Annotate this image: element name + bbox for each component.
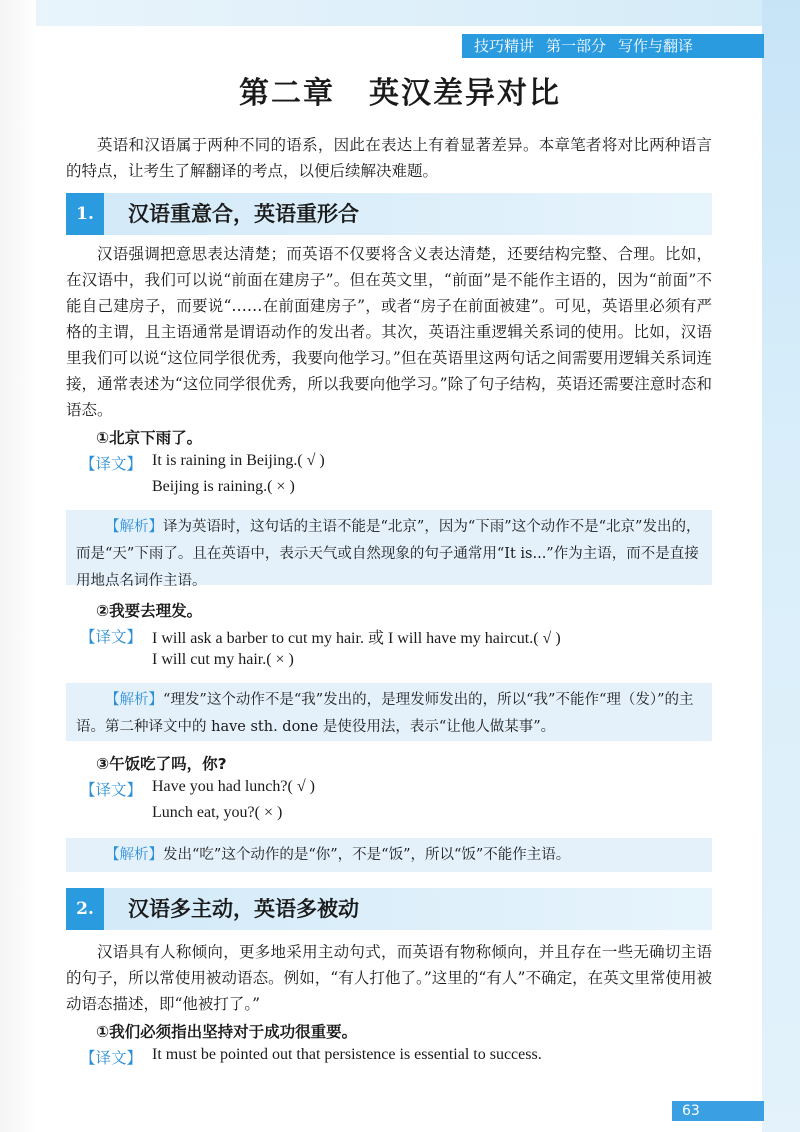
example-3-translation-wrong: Lunch eat, you?( × ): [152, 804, 283, 821]
example-1-translation-label: 【译文】: [80, 455, 143, 473]
chapter-name: 英汉差异对比: [369, 76, 561, 111]
example-1-analysis-text: 译为英语时，这句话的主语不能是“北京”，因为“下雨”这个动作不是“北京”发出的，而是“天”下雨了。且在英语中，表示天气或自然现象的句子通常用“It is...”作为主语，而不是直接用地点名词作主语。: [76, 519, 701, 589]
section-2-body: 汉语具有人称倾向，更多地采用主动句式，而英语有物称倾向，并且存在一些无确切主语的句子，所以常使用被动语态。例如，“有人打他了。”这里的“有人”不确定，在英文里常使用被动语态描述，即“他被打了。”: [66, 943, 712, 1013]
page-number: 63: [672, 1101, 764, 1121]
section-1-title: 汉语重意合，英语重形合: [128, 202, 359, 226]
example-1-translation-wrong: Beijing is raining.( × ): [152, 478, 295, 495]
page-gutter: [0, 0, 36, 1132]
example-3-heading: ③午饭吃了吗，你?: [96, 755, 227, 773]
example-1-translation-correct: It is raining in Beijing.( √ ): [152, 452, 325, 469]
section-2-title: 汉语多主动，英语多被动: [128, 897, 359, 921]
section-2-number: 2.: [66, 888, 104, 930]
intro-paragraph: 英语和汉语属于两种不同的语系，因此在表达上有着显著差异。本章笔者将对比两种语言的特点，让考生了解翻译的考点，以便后续解决难题。: [66, 136, 712, 180]
example-1-analysis-label: 【解析】: [105, 519, 163, 535]
top-band: [36, 0, 762, 26]
section-1-number: 1.: [66, 193, 104, 235]
example-4-translation-label: 【译文】: [80, 1049, 143, 1067]
section-1-body: 汉语强调把意思表达清楚；而英语不仅要将含义表达清楚，还要结构完整、合理。比如，在汉语中，我们可以说“前面在建房子”。但在英文里，“前面”是不能作主语的，因为“前面”不能自己建房子，而要说“……在前面建房子”，或者“房子在前面被建”。可见，英语里必须有严格的主谓，且主语通常是谓语动作的发出者。其次，英语注重逻辑关系词的使用。比如，汉语里我们可以说“这位同学很优秀，我要向他学习。”但在英语里这两句话之间需要用逻辑关系词连接，通常表述为“这位同学很优秀，所以我要向他学习。”除了句子结构，英语还需要注意时态和语态。: [66, 245, 712, 419]
running-header: [462, 34, 764, 58]
example-2-translation-label: 【译文】: [80, 628, 143, 646]
example-3-analysis-label: 【解析】: [105, 847, 163, 863]
example-3-translation-correct: Have you had lunch?( √ ): [152, 778, 315, 795]
example-2-analysis: [66, 683, 712, 741]
example-3-analysis: [66, 838, 712, 872]
example-2-analysis-label: 【解析】: [105, 692, 163, 708]
example-1-analysis: [66, 510, 712, 589]
header-crumb-3: 写作与翻译: [618, 37, 694, 55]
page-edge-strip: [762, 0, 800, 1132]
example-3-translation-label: 【译文】: [80, 781, 143, 799]
section-1-heading: [66, 193, 712, 235]
example-2-translation-correct: I will ask a barber to cut my hair. 或 I will have my haircut.( √ ): [152, 630, 561, 647]
chapter-prefix: 第二章: [239, 76, 335, 111]
example-2-translation-wrong: I will cut my hair.( × ): [152, 651, 294, 668]
section-2-heading: [66, 888, 712, 930]
example-4-translation: It must be pointed out that persistence is essential to success.: [152, 1046, 542, 1063]
example-2-heading: ②我要去理发。: [96, 602, 203, 620]
example-3-analysis-text: 发出“吃”这个动作的是“你”，不是“饭”，所以“饭”不能作主语。: [163, 847, 571, 863]
chapter-title: [0, 68, 800, 112]
example-1-heading: ①北京下雨了。: [96, 429, 203, 447]
example-2-analysis-text: “理发”这个动作不是“我”发出的，是理发师发出的，所以“我”不能作“理（发）”的主语。第二种译文中的 have sth. done 是使役用法，表示“让他人做某事”。: [76, 692, 694, 735]
example-4-heading: ①我们必须指出坚持对于成功很重要。: [96, 1023, 358, 1041]
header-crumb-1: 技巧精讲: [474, 37, 535, 55]
header-crumb-2: 第一部分: [546, 37, 607, 55]
